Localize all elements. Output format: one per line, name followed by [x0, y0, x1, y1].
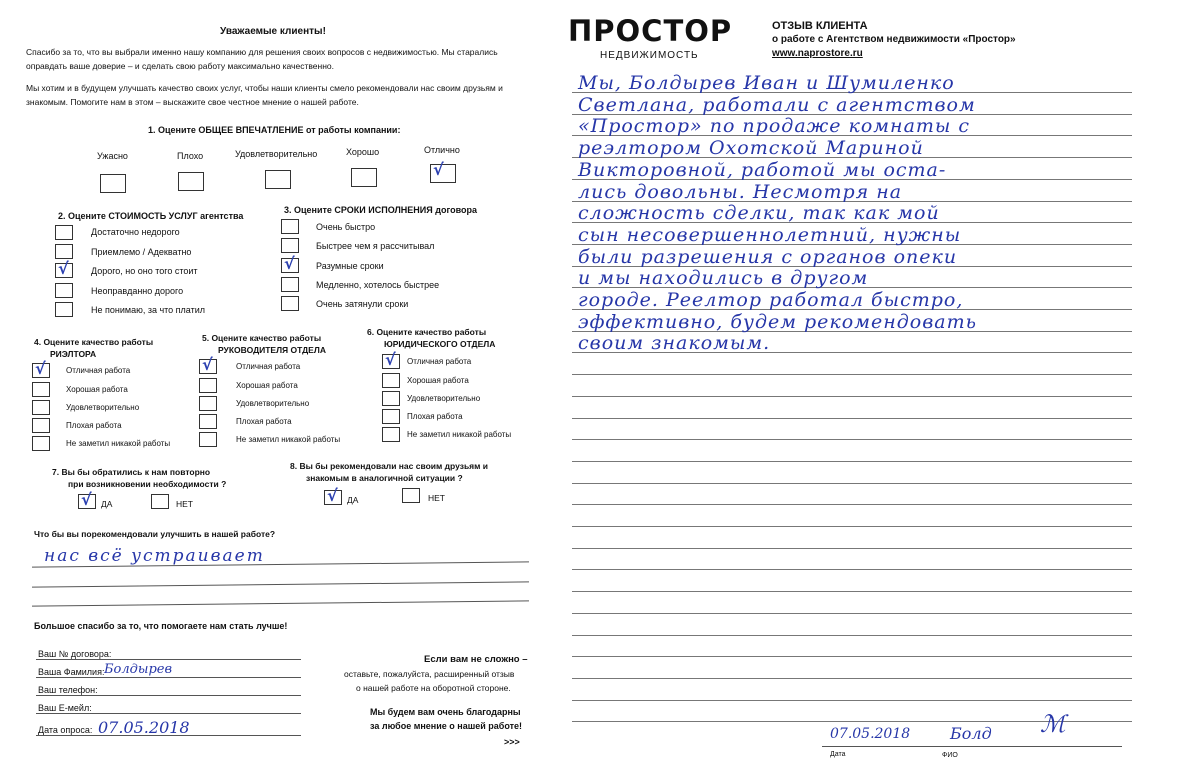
q7-title-2: при возникновении необходимости ?	[68, 479, 227, 489]
side-note-1: Если вам не сложно –	[424, 654, 528, 665]
q6-checkbox[interactable]	[382, 350, 400, 369]
review-ruled-line	[572, 700, 1132, 701]
review-ruled-line	[572, 569, 1132, 570]
q3-checkbox[interactable]	[281, 296, 299, 311]
email-label: Ваш Е-мейл:	[38, 703, 92, 713]
q6-title-1: 6. Оцените качество работы	[367, 327, 487, 337]
review-ruled-line	[572, 418, 1132, 419]
q6-option-label: Отличная работа	[407, 357, 472, 366]
q8-yes-checkbox[interactable]	[324, 486, 342, 505]
q2-option-label: Приемлемо / Адекватно	[91, 247, 192, 257]
survey-form-page	[0, 0, 560, 768]
q4-option-label: Не заметил никакой работы	[66, 439, 171, 448]
q8-title-2: знакомым в аналогичной ситуации ?	[306, 473, 463, 483]
date-line	[36, 735, 301, 736]
review-text-line[interactable]: городе. Реелтор работал быстро,	[578, 289, 964, 311]
review-text-line[interactable]: Светлана, работали с агентством	[578, 93, 976, 116]
contract-label: Ваш № договора:	[38, 649, 112, 659]
q1-option-label: Плохо	[177, 151, 204, 161]
review-ruled-line	[572, 678, 1132, 679]
q3-option-label: Медленно, хотелось быстрее	[316, 280, 440, 290]
review-ruled-line	[572, 461, 1132, 462]
q1-option-label: Отлично	[424, 145, 460, 155]
q5-title-1: 5. Оцените качество работы	[202, 333, 322, 343]
phone-label: Ваш телефон:	[38, 685, 98, 695]
q8-no-checkbox[interactable]	[402, 488, 420, 503]
review-text-line[interactable]: лись довольны. Несмотря на	[578, 180, 903, 203]
review-ruled-line	[572, 439, 1132, 440]
surname-label: Ваша Фамилия:	[38, 667, 105, 677]
q4-option-label: Хорошая работа	[66, 385, 128, 394]
review-ruled-line	[572, 613, 1132, 614]
review-ruled-line	[572, 635, 1132, 636]
date-value[interactable]: 07.05.2018	[98, 718, 190, 737]
q8-no-label: НЕТ	[428, 493, 445, 503]
check-mark-icon: √	[35, 359, 46, 378]
review-text-line[interactable]: своим знакомым.	[578, 332, 771, 355]
q6-option-label: Не заметил никакой работы	[407, 430, 512, 439]
q3-option-label: Очень затянули сроки	[316, 299, 409, 309]
intro-text-1a: Спасибо за то, что вы выбрали именно нашу компанию для решения своих вопросов с недвижимостью. Мы старались	[26, 47, 498, 57]
review-text-line[interactable]: Викторовной, работой мы оста-	[578, 158, 947, 181]
q4-option-label: Отличная работа	[66, 366, 131, 375]
q3-option-label: Разумные сроки	[316, 261, 384, 271]
q2-option-label: Неоправданно дорого	[91, 286, 184, 296]
intro-text-1b: оправдать ваше доверие – и сделать свою работу максимально качественно.	[26, 61, 334, 71]
signature-date[interactable]: 07.05.2018	[830, 726, 911, 742]
q2-checkbox[interactable]	[55, 244, 73, 259]
q4-checkbox[interactable]	[32, 400, 50, 415]
q6-checkbox[interactable]	[382, 391, 400, 406]
q5-option-label: Хорошая работа	[236, 381, 298, 390]
review-text-line[interactable]: были разрешения с органов опеки	[578, 245, 958, 268]
review-text-line[interactable]: реэлтором Охотской Мариной	[578, 137, 924, 160]
phone-line	[36, 695, 301, 696]
q6-option-label: Хорошая работа	[407, 376, 469, 385]
q7-no-checkbox[interactable]	[151, 494, 169, 509]
q4-checkbox[interactable]	[32, 359, 50, 378]
review-ruled-line	[572, 591, 1132, 592]
thanks-text: Большое спасибо за то, что помогаете нам стать лучше!	[34, 621, 288, 631]
q5-checkbox[interactable]	[199, 378, 217, 393]
q2-checkbox[interactable]	[55, 283, 73, 298]
q1-checkbox-good[interactable]	[351, 168, 377, 187]
date-caption: Дата	[830, 751, 846, 758]
q1-checkbox-bad[interactable]	[178, 172, 204, 191]
check-mark-icon: √	[385, 350, 396, 369]
check-mark-icon: √	[58, 259, 69, 278]
q5-option-label: Отличная работа	[236, 362, 301, 371]
q7-title-1: 7. Вы бы обратились к нам повторно	[52, 467, 211, 477]
q6-option-label: Удовлетворительно	[407, 394, 481, 403]
side-note-3: о нашей работе на оборотной стороне.	[356, 683, 511, 693]
q4-option-label: Удовлетворительно	[66, 403, 140, 412]
q5-checkbox[interactable]	[199, 396, 217, 411]
signature-line	[822, 746, 1122, 747]
check-mark-icon: √	[327, 486, 338, 505]
q7-no-label: НЕТ	[176, 499, 193, 509]
review-text-line[interactable]: сын несовершеннолетний, нужны	[578, 223, 962, 246]
q4-option-label: Плохая работа	[66, 421, 122, 430]
side-note-5: за любое мнение о нашей работе!	[370, 721, 523, 731]
q1-option-label: Хорошо	[346, 147, 380, 157]
review-subheader: о работе с Агентством недвижимости «Простор»	[772, 34, 1016, 45]
email-line	[36, 713, 301, 714]
q5-checkbox[interactable]	[199, 355, 217, 374]
review-ruled-line	[572, 548, 1132, 549]
q4-checkbox[interactable]	[32, 436, 50, 451]
review-ruled-line	[572, 483, 1132, 484]
side-note-2: оставьте, пожалуйста, расширенный отзыв	[344, 669, 515, 679]
review-ruled-line	[572, 656, 1132, 657]
improve-question: Что бы вы порекомендовали улучшить в нашей работе?	[34, 529, 276, 539]
q2-checkbox[interactable]	[55, 225, 73, 240]
date-label: Дата опроса:	[38, 725, 93, 735]
q8-title-1: 8. Вы бы рекомендовали нас своим друзьям и	[290, 461, 489, 471]
q4-title-2: РИЭЛТОРА	[50, 349, 97, 359]
company-logo-subtitle: НЕДВИЖИМОСТЬ	[600, 50, 699, 61]
review-ruled-line	[572, 396, 1132, 397]
review-header: ОТЗЫВ КЛИЕНТА	[772, 20, 868, 32]
q5-title-2: РУКОВОДИТЕЛЯ ОТДЕЛА	[218, 345, 326, 355]
q5-checkbox[interactable]	[199, 414, 217, 429]
surname-line	[36, 677, 301, 678]
review-text-line[interactable]: Мы, Болдырев Иван и Шумиленко	[578, 72, 955, 94]
review-text-line[interactable]: сложность сделки, так как мой	[578, 202, 940, 225]
q3-option-label: Очень быстро	[316, 222, 376, 232]
q2-checkbox[interactable]	[55, 259, 73, 278]
q8-yes-label: ДА	[347, 495, 359, 505]
check-mark-icon: √	[81, 490, 92, 509]
q7-yes-label: ДА	[101, 499, 113, 509]
q3-option-label: Быстрее чем я рассчитывал	[316, 241, 435, 251]
q6-option-label: Плохая работа	[407, 412, 463, 421]
contract-line	[36, 659, 301, 660]
q2-checkbox[interactable]	[55, 302, 73, 317]
review-ruled-line	[572, 526, 1132, 527]
review-ruled-line	[572, 504, 1132, 505]
q3-title: 3. Оцените СРОКИ ИСПОЛНЕНИЯ договора	[284, 205, 477, 215]
side-note-4: Мы будем вам очень благодарны	[370, 707, 521, 717]
q1-option-label: Ужасно	[97, 151, 128, 161]
intro-text-2a: Мы хотим и в будущем улучшать качество своих услуг, чтобы наши клиенты смело рекомендовали нас своим друзьям и	[26, 83, 503, 93]
q3-checkbox[interactable]	[281, 254, 299, 273]
q5-checkbox[interactable]	[199, 432, 217, 447]
q3-checkbox[interactable]	[281, 219, 299, 234]
q5-option-label: Не заметил никакой работы	[236, 435, 341, 444]
q4-checkbox[interactable]	[32, 418, 50, 433]
check-mark-icon: √	[284, 254, 295, 273]
check-mark-icon: √	[433, 160, 444, 179]
q6-title-2: ЮРИДИЧЕСКОГО ОТДЕЛА	[384, 339, 496, 349]
review-text-line[interactable]: и мы находились в другом	[578, 267, 869, 290]
q2-option-label: Не понимаю, за что платил	[91, 305, 206, 315]
q1-checkbox-excellent[interactable]	[430, 160, 456, 183]
q3-checkbox[interactable]	[281, 277, 299, 292]
q4-title-1: 4. Оцените качество работы	[34, 337, 154, 347]
form-title: Уважаемые клиенты!	[220, 26, 326, 37]
q4-checkbox[interactable]	[32, 382, 50, 397]
review-text-line[interactable]: «Простор» по продаже комнаты с	[578, 115, 971, 138]
q2-option-label: Достаточно недорого	[91, 227, 180, 237]
q6-checkbox[interactable]	[382, 409, 400, 424]
company-website-link[interactable]: www.naprostore.ru	[772, 48, 863, 59]
q6-checkbox[interactable]	[382, 427, 400, 442]
q6-checkbox[interactable]	[382, 373, 400, 388]
company-logo: ПРОСТОР	[568, 14, 733, 48]
intro-text-2b: знакомым. Помогите нам в этом – выскажите свое честное мнение о нашей работе.	[26, 97, 359, 107]
signature-fio[interactable]: Болд	[950, 724, 992, 743]
q2-option-label: Дорого, но оно того стоит	[91, 266, 198, 276]
answer-line	[32, 600, 529, 606]
answer-line	[32, 581, 529, 587]
q1-checkbox-satisfactory[interactable]	[265, 170, 291, 189]
q2-title: 2. Оцените СТОИМОСТЬ УСЛУГ агентства	[58, 211, 244, 221]
review-page	[560, 0, 1189, 768]
signature-scribble: ℳ	[1040, 710, 1066, 738]
q5-option-label: Удовлетворительно	[236, 399, 310, 408]
q7-yes-checkbox[interactable]	[78, 490, 96, 509]
q1-title: 1. Оцените ОБЩЕЕ ВПЕЧАТЛЕНИЕ от работы компании:	[148, 125, 401, 135]
q1-checkbox-awful[interactable]	[100, 174, 126, 193]
q5-option-label: Плохая работа	[236, 417, 292, 426]
next-page-arrows: >>>	[504, 737, 520, 747]
check-mark-icon: √	[202, 355, 213, 374]
review-ruled-line	[572, 374, 1132, 375]
review-text-line[interactable]: эффективно, будем рекомендовать	[578, 310, 977, 333]
q3-checkbox[interactable]	[281, 238, 299, 253]
q1-option-label: Удовлетворительно	[235, 149, 318, 159]
fio-caption: ФИО	[942, 752, 958, 759]
improve-answer[interactable]: нас всё устраивает	[44, 546, 265, 566]
surname-value[interactable]: Болдырев	[104, 662, 173, 677]
